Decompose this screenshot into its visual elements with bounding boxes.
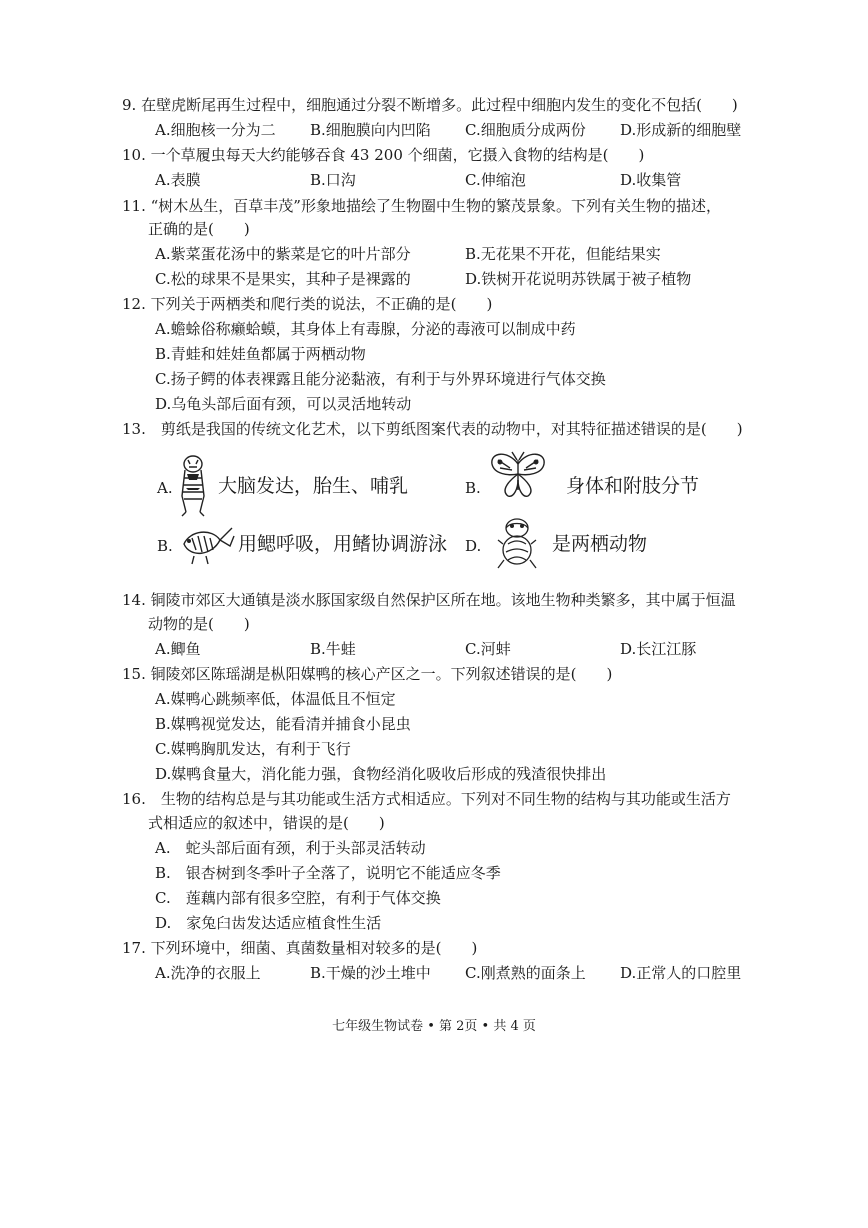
q17-option-c: C.刚煮熟的面条上 [465, 964, 586, 982]
q16-option-c: C. 莲藕内部有很多空腔，有利于气体交换 [155, 889, 441, 907]
q13-option-c-letter: B. [157, 537, 173, 555]
question-12-stem: 12. 下列关于两栖类和爬行类的说法，不正确的是( ) [122, 295, 493, 313]
q13-option-d-letter: D. [465, 537, 482, 555]
frog-papercut-icon [496, 514, 538, 576]
q10-option-a: A.表膜 [155, 171, 201, 189]
q14-option-d: D.长江江豚 [620, 640, 697, 658]
q11-option-a: A.紫菜蛋花汤中的紫菜是它的叶片部分 [155, 245, 411, 263]
question-16-stem-line2: 式相适应的叙述中，错误的是( ) [148, 814, 385, 832]
q15-option-a: A.媒鸭心跳频率低，体温低且不恒定 [155, 690, 396, 708]
q17-option-a: A.洗净的衣服上 [155, 964, 261, 982]
question-14-stem-line2: 动物的是( ) [148, 615, 250, 633]
q14-option-c: C.河蚌 [465, 640, 511, 658]
q17-option-b: B.干燥的沙土堆中 [310, 964, 431, 982]
q13-option-c-text: 用鳃呼吸，用鳍协调游泳 [238, 533, 448, 555]
question-10-stem: 10. 一个草履虫每天大约能够吞食 43 200 个细菌，它摄入食物的结构是( ) [122, 146, 645, 164]
q16-option-b: B. 银杏树到冬季叶子全落了，说明它不能适应冬季 [155, 864, 501, 882]
question-17-stem: 17. 下列环境中，细菌、真菌数量相对较多的是( ) [122, 939, 478, 957]
q9-option-d: D.形成新的细胞壁 [620, 121, 742, 139]
q14-option-a: A.鲫鱼 [155, 640, 201, 658]
fish-papercut-icon [178, 522, 236, 570]
q10-option-c: C.伸缩泡 [465, 171, 526, 189]
butterfly-papercut-icon [486, 450, 550, 506]
question-14-stem-line1: 14. 铜陵市郊区大通镇是淡水豚国家级自然保护区所在地。该地生物种类繁多，其中属于恒温 [122, 591, 736, 609]
q15-option-b: B.媒鸭视觉发达，能看清并捕食小昆虫 [155, 715, 411, 733]
q12-option-b: B.青蛙和娃娃鱼都属于两栖动物 [155, 345, 366, 363]
q10-option-b: B.口沟 [310, 171, 356, 189]
q13-option-b-text: 身体和附肢分节 [566, 475, 700, 497]
q13-option-d-text: 是两栖动物 [552, 533, 648, 555]
q17-option-d: D.正常人的口腔里 [620, 964, 742, 982]
q13-option-a-letter: A. [157, 479, 173, 497]
question-11-stem-line2: 正确的是( ) [148, 220, 250, 238]
q13-option-a-text: 大脑发达，胎生、哺乳 [218, 475, 409, 497]
question-9-stem: 9. 在壁虎断尾再生过程中，细胞通过分裂不断增多。此过程中细胞内发生的变化不包括( ) [122, 96, 738, 114]
question-16-stem-line1: 16. 生物的结构总是与其功能或生活方式相适应。下列对不同生物的结构与其功能或生活方 [122, 790, 731, 808]
q14-option-b: B.牛蛙 [310, 640, 356, 658]
q15-option-c: C.媒鸭胸肌发达，有利于飞行 [155, 740, 351, 758]
q9-option-c: C.细胞质分成两份 [465, 121, 586, 139]
q9-option-b: B.细胞膜向内凹陷 [310, 121, 431, 139]
q16-option-a: A. 蛇头部后面有颈，利于头部灵活转动 [155, 839, 426, 857]
question-15-stem: 15. 铜陵郊区陈瑶湖是枞阳媒鸭的核心产区之一。下列叙述错误的是( ) [122, 665, 613, 683]
page-footer: 七年级生物试卷 • 第 2页 • 共 4 页 [332, 1019, 536, 1034]
tiger-papercut-icon [172, 452, 214, 522]
q11-option-b: B.无花果不开花，但能结果实 [465, 245, 661, 263]
q11-option-c: C.松的球果不是果实，其种子是裸露的 [155, 270, 411, 288]
q16-option-d: D. 家兔臼齿发达适应植食性生活 [155, 914, 382, 932]
question-13-stem: 13. 剪纸是我国的传统文化艺术，以下剪纸图案代表的动物中，对其特征描述错误的是( ) [122, 420, 743, 438]
q11-option-d: D.铁树开花说明苏铁属于被子植物 [465, 270, 692, 288]
q15-option-d: D.媒鸭食量大，消化能力强，食物经消化吸收后形成的残渣很快排出 [155, 765, 607, 783]
q10-option-d: D.收集管 [620, 171, 682, 189]
q12-option-a: A.蟾蜍俗称癞蛤蟆，其身体上有毒腺，分泌的毒液可以制成中药 [155, 320, 576, 338]
q13-option-b-letter: B. [465, 479, 481, 497]
q12-option-d: D.乌龟头部后面有颈，可以灵活地转动 [155, 395, 412, 413]
q9-option-a: A.细胞核一分为二 [155, 121, 276, 139]
question-11-stem-line1: 11. “树木丛生，百草丰茂”形象地描绘了生物圈中生物的繁茂景象。下列有关生物的描述， [122, 197, 721, 215]
q12-option-c: C.扬子鳄的体表裸露且能分泌黏液，有利于与外界环境进行气体交换 [155, 370, 606, 388]
